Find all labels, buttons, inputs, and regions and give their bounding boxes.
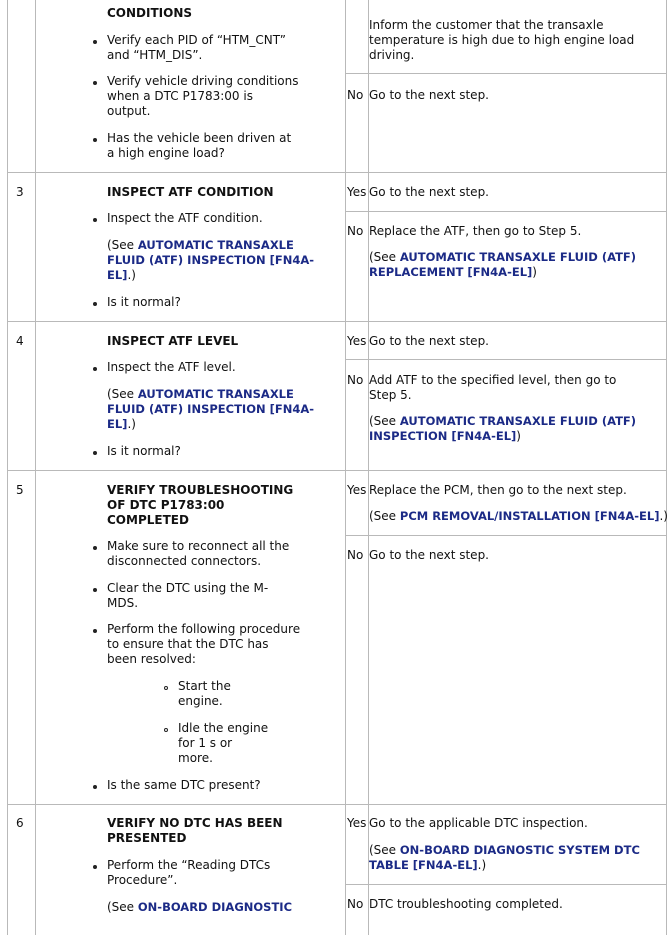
sub-bullet-circle — [164, 728, 168, 732]
see-prefix: (See — [369, 414, 400, 428]
row-divider — [7, 804, 667, 805]
yes-result-text: Go to the next step. — [369, 334, 489, 348]
sub-action-text: Idle the engine — [178, 721, 269, 735]
see-prefix: (See — [107, 900, 138, 914]
action-text: disconnected connectors. — [107, 554, 262, 568]
see-prefix: (See — [107, 238, 138, 252]
step-column-divider — [35, 0, 36, 935]
step-number: 4 — [16, 334, 24, 348]
bullet-dot — [93, 81, 97, 85]
yes-result-text: Inform the customer that the transaxle — [369, 18, 604, 32]
see-reference — [107, 238, 294, 253]
no-label: No — [347, 897, 364, 911]
row-divider — [7, 172, 667, 173]
step-heading: PRESENTED — [107, 831, 187, 845]
see-reference — [369, 414, 636, 429]
bullet-dot — [93, 302, 97, 306]
yes-no-divider — [345, 359, 667, 360]
see-suffix: .) — [127, 268, 136, 282]
action-column-divider — [345, 0, 346, 935]
action-text: Perform the “Reading DTCs — [107, 858, 271, 872]
atf-replacement-link[interactable]: REPLACEMENT [FN4A-EL] — [369, 265, 533, 279]
table-left-border — [7, 0, 8, 935]
action-text: a high engine load? — [107, 146, 225, 160]
yes-label: Yes — [347, 816, 367, 830]
see-reference — [107, 268, 136, 283]
atf-replacement-link[interactable]: AUTOMATIC TRANSAXLE FLUID (ATF) — [399, 250, 637, 264]
bullet-dot — [93, 218, 97, 222]
see-reference — [107, 417, 136, 432]
atf-inspection-link[interactable]: AUTOMATIC TRANSAXLE — [137, 387, 294, 401]
action-text: Make sure to reconnect all the — [107, 539, 290, 553]
yes-result-text: Go to the applicable DTC inspection. — [369, 816, 588, 830]
yes-no-divider — [345, 73, 667, 74]
yes-result-text: temperature is high due to high engine load — [369, 33, 635, 47]
bullet-dot — [93, 629, 97, 633]
no-result-text: Go to the next step. — [369, 88, 489, 102]
see-prefix: (See — [107, 387, 138, 401]
yes-label: Yes — [347, 334, 367, 348]
action-text: Inspect the ATF level. — [107, 360, 236, 374]
pcm-removal-link[interactable]: PCM REMOVAL/INSTALLATION [FN4A-EL] — [399, 509, 660, 523]
action-text: Is the same DTC present? — [107, 778, 261, 792]
see-reference — [107, 900, 292, 915]
step-heading: VERIFY NO DTC HAS BEEN — [107, 816, 283, 830]
yes-result-text: Go to the next step. — [369, 185, 489, 199]
action-text: output. — [107, 104, 151, 118]
bullet-dot — [93, 40, 97, 44]
action-text: Procedure”. — [107, 873, 178, 887]
step-heading: INSPECT ATF CONDITION — [107, 185, 274, 199]
atf-inspection-link[interactable]: FLUID (ATF) INSPECTION [FN4A- — [107, 253, 315, 267]
action-text: to ensure that the DTC has — [107, 637, 269, 651]
action-text: Is it normal? — [107, 444, 181, 458]
bullet-dot — [93, 451, 97, 455]
step-number: 5 — [16, 483, 24, 497]
action-text: Clear the DTC using the M- — [107, 581, 269, 595]
atf-inspection-link[interactable]: AUTOMATIC TRANSAXLE FLUID (ATF) — [399, 414, 637, 428]
bullet-dot — [93, 785, 97, 789]
yes-result-text: Replace the PCM, then go to the next step. — [369, 483, 627, 497]
see-reference — [369, 858, 486, 873]
bullet-dot — [93, 865, 97, 869]
step-heading: OF DTC P1783:00 — [107, 498, 225, 512]
atf-inspection-link[interactable]: AUTOMATIC TRANSAXLE — [137, 238, 294, 252]
action-text: Has the vehicle been driven at — [107, 131, 292, 145]
no-label: No — [347, 88, 364, 102]
see-suffix: .) — [127, 417, 136, 431]
bullet-dot — [93, 138, 97, 142]
no-result-text: Step 5. — [369, 388, 412, 402]
on-board-diagnostic-link[interactable]: ON-BOARD DIAGNOSTIC — [137, 900, 293, 914]
see-prefix: (See — [369, 250, 400, 264]
step-heading: COMPLETED — [107, 513, 189, 527]
no-result-text: Add ATF to the specified level, then go to — [369, 373, 617, 387]
see-reference — [369, 509, 668, 524]
action-text: Perform the following procedure — [107, 622, 301, 636]
no-label: No — [347, 548, 364, 562]
result-column-divider — [368, 0, 369, 935]
see-prefix: (See — [369, 843, 400, 857]
no-result-text: DTC troubleshooting completed. — [369, 897, 563, 911]
action-text: Is it normal? — [107, 295, 181, 309]
action-text: been resolved: — [107, 652, 196, 666]
step-number: 3 — [16, 185, 24, 199]
bullet-dot — [93, 588, 97, 592]
action-text: MDS. — [107, 596, 139, 610]
see-reference — [369, 250, 636, 265]
step-heading: INSPECT ATF LEVEL — [107, 334, 239, 348]
see-reference — [369, 429, 521, 444]
see-reference — [369, 843, 640, 858]
dtc-table-link[interactable]: ON-BOARD DIAGNOSTIC SYSTEM DTC — [399, 843, 640, 857]
see-suffix: .) — [659, 509, 668, 523]
atf-inspection-link[interactable]: INSPECTION [FN4A-EL] — [369, 429, 517, 443]
see-reference — [369, 265, 537, 280]
atf-inspection-link[interactable]: EL] — [107, 417, 128, 431]
yes-label: Yes — [347, 185, 367, 199]
yes-label: Yes — [347, 483, 367, 497]
dtc-table-link[interactable]: TABLE [FN4A-EL] — [369, 858, 478, 872]
bullet-dot — [93, 367, 97, 371]
no-label: No — [347, 373, 364, 387]
yes-result-text: driving. — [369, 48, 415, 62]
atf-inspection-link[interactable]: EL] — [107, 268, 128, 282]
step-number: 6 — [16, 816, 24, 830]
action-text: Verify vehicle driving conditions — [107, 74, 299, 88]
no-result-text: Go to the next step. — [369, 548, 489, 562]
sub-bullet-circle — [164, 686, 168, 690]
bullet-dot — [93, 546, 97, 550]
no-label: No — [347, 224, 364, 238]
action-text: when a DTC P1783:00 is — [107, 89, 253, 103]
row-divider — [7, 321, 667, 322]
action-text: and “HTM_DIS”. — [107, 48, 203, 62]
sub-action-text: engine. — [178, 694, 223, 708]
see-prefix: (See — [369, 509, 400, 523]
step-heading: VERIFY TROUBLESHOOTING — [107, 483, 294, 497]
see-suffix: .) — [477, 858, 487, 872]
action-text: Verify each PID of “HTM_CNT” — [107, 33, 287, 47]
yes-no-divider — [345, 211, 667, 212]
yes-no-divider — [345, 884, 667, 885]
sub-action-text: more. — [178, 751, 213, 765]
action-text: Inspect the ATF condition. — [107, 211, 263, 225]
yes-no-divider — [345, 535, 667, 536]
sub-action-text: Start the — [178, 679, 231, 693]
step-heading: CONDITIONS — [107, 6, 193, 20]
sub-action-text: for 1 s or — [178, 736, 233, 750]
see-suffix: ) — [532, 265, 537, 279]
no-result-text: Replace the ATF, then go to Step 5. — [369, 224, 582, 238]
atf-inspection-link[interactable]: FLUID (ATF) INSPECTION [FN4A- — [107, 402, 315, 416]
see-suffix: ) — [516, 429, 521, 443]
see-reference — [107, 387, 294, 402]
row-divider — [7, 470, 667, 471]
table-right-border — [666, 0, 667, 935]
